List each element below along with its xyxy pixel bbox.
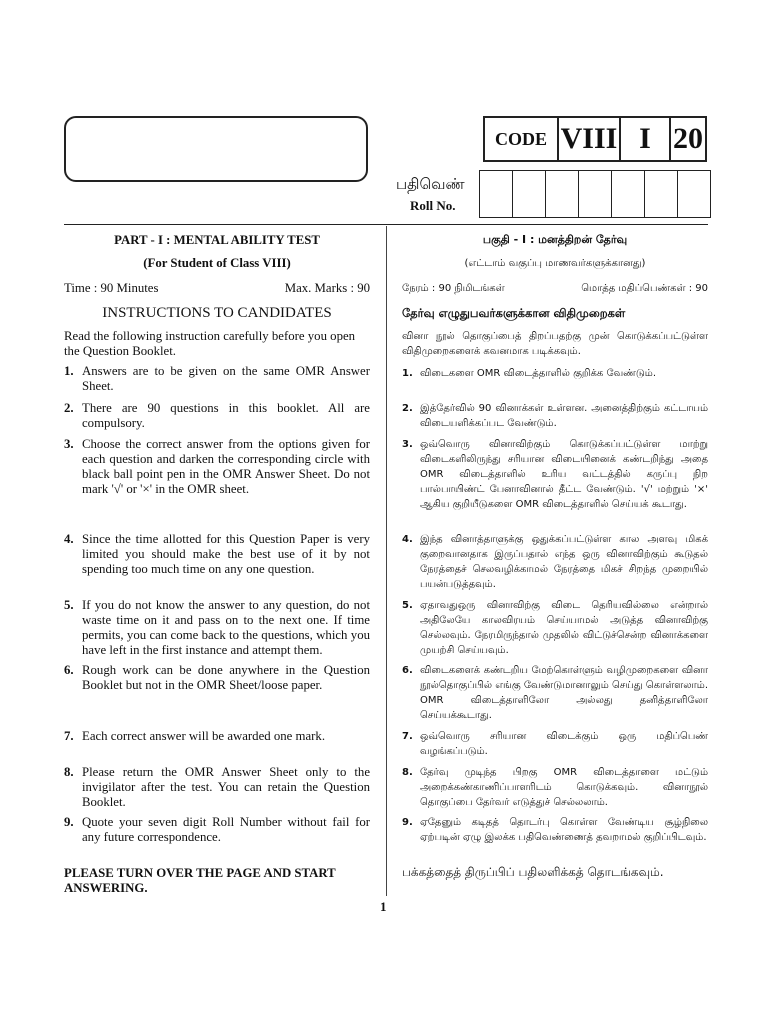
roll-digit-box[interactable] <box>512 171 545 217</box>
instructions-title-tamil: தேர்வு எழுதுபவர்களுக்கான விதிமுறைகள் <box>402 306 626 320</box>
time-english: Time : 90 Minutes <box>64 281 159 295</box>
instruction-item-english: 5. If you do not know the answer to any question, do not waste time on it and pass on to the next one. If time permits, you can come back to the questions, which you have left in the first instance and attempt them. <box>64 598 370 657</box>
page-number: 1 <box>380 899 387 914</box>
instruction-item-english: 3. Choose the correct answer from the options given for each question and darken the corresponding circle with black ball point pen in the OMR Answer Sheet. Do not mark '√' or '×' in the OMR sheet. <box>64 437 370 496</box>
instruction-item-english: 9. Quote your seven digit Roll Number without fail for any future correspondence. <box>64 815 370 844</box>
closing-tamil: பக்கத்தைத் திருப்பிப் பதிலளிக்கத் தொடங்கவும். <box>402 865 664 879</box>
roll-box-blank <box>64 116 368 182</box>
instruction-item-english: 2. There are 90 questions in this booklet. All are compulsory. <box>64 401 370 430</box>
instruction-item-english: 4. Since the time allotted for this Question Paper is very limited you should make the best use of it by not spending too much time on any one question. <box>64 532 370 576</box>
instruction-item-english: 6. Rough work can be done anywhere in the Question Booklet but not in the OMR Sheet/loose paper. <box>64 663 370 692</box>
code-box <box>483 116 707 162</box>
intro-english: Read the following instruction carefully before you open the Question Booklet. <box>64 329 356 358</box>
code-class: VIII <box>557 118 619 160</box>
roll-digit-box[interactable] <box>611 171 644 217</box>
subtitle-tamil: (எட்டாம் வகுப்பு மாணவர்களுக்கானது) <box>464 258 646 269</box>
code-year: 20 <box>669 118 705 160</box>
instruction-item-tamil: 1. விடைகளை OMR விடைத்தாளில் குறிக்க வேண்டும். <box>402 368 657 379</box>
roll-label-english: Roll No. <box>410 198 456 213</box>
roll-number-grid[interactable] <box>479 170 711 218</box>
part-title-tamil: பகுதி - I : மனத்திறன் தேர்வு <box>482 233 628 246</box>
instruction-item-tamil: 2. இத்தேர்வில் 90 வினாக்கள் உள்ளன. அனைத்திற்கும் கட்டாயம் விடையளிக்கப்பட வேண்டும். <box>402 403 708 429</box>
instruction-item-tamil: 6. விடைகளைக் கண்டறிய மேற்கொள்ளும் வழிமுறைகளை வினா நூல்தொகுப்பில் எங்கு வேண்டுமானாலும் செய்து கொள்ளலாம். OMR விடைத்தாளிலோ அல்லது தனித்தாளிலோ செய்யக்கூடாது. <box>402 665 708 721</box>
roll-digit-box[interactable] <box>545 171 578 217</box>
max-marks-tamil: மொத்த மதிப்பெண்கள் : 90 <box>581 283 708 294</box>
column-divider <box>386 226 387 896</box>
instruction-item-tamil: 9. ஏதேனும் கடிதத் தொடர்பு கொள்ள வேண்டிய சூழ்நிலை ஏற்படின் ஏழு இலக்க பதிவெண்ணைத் தவறாமல் குறிப்பிடவும். <box>402 817 708 843</box>
instruction-item-english: 1. Answers are to be given on the same OMR Answer Sheet. <box>64 364 370 393</box>
instructions-title-english: INSTRUCTIONS TO CANDIDATES <box>102 305 332 321</box>
code-label: CODE <box>494 128 547 149</box>
instruction-item-english: 7. Each correct answer will be awarded one mark. <box>64 729 326 743</box>
roll-digit-box[interactable] <box>578 171 611 217</box>
instruction-item-tamil: 5. ஏதாவதுஒரு வினாவிற்கு விடை தெரியவில்லை என்றால் அதிலேயே காலவிரயம் செய்யாமல் அடுத்த வினாவிற்கு செல்லவும். நேரமிருந்தால் முதலில் விட்டுச்சென்ற வினாக்களை முயற்சி செய்யவும். <box>402 600 708 656</box>
intro-tamil: வினா நூல் தொகுப்பைத் திறப்பதற்கு முன் கொடுக்கப்பட்டுள்ள விதிமுறைகளைக் கவனமாக படிக்கவும். <box>402 331 708 357</box>
subtitle-english: (For Student of Class VIII) <box>143 256 291 270</box>
header-rule <box>64 224 708 225</box>
roll-digit-box[interactable] <box>677 171 710 217</box>
roll-digit-box[interactable] <box>644 171 677 217</box>
time-tamil: நேரம் : 90 நிமிடங்கள் <box>402 283 505 294</box>
instruction-item-tamil: 8. தேர்வு முடிந்த பிறகு OMR விடைத்தாளை மட்டும் அறைக்கண்காணிப்பாளரிடம் கொடுக்கவும். வினாநூல் தொகுப்பை தேர்வர் எடுத்துச் செல்லலாம். <box>402 767 708 808</box>
closing-english: PLEASE TURN OVER THE PAGE AND START ANSWERING. <box>64 866 336 895</box>
part-title-english: PART - I : MENTAL ABILITY TEST <box>114 233 320 247</box>
roll-digit-box[interactable] <box>480 171 512 217</box>
instruction-item-english: 8. Please return the OMR Answer Sheet only to the invigilator after the test. You can retain the Question Booklet. <box>64 765 370 809</box>
roll-label-tamil: பதிவெண் <box>396 175 465 193</box>
instruction-item-tamil: 3. ஒவ்வொரு வினாவிற்கும் கொடுக்கப்பட்டுள்ள மாற்று விடைகளிலிருந்து சரியான விடையினைக் கண்டறிந்து அதை OMR விடைத்தாளில் உரிய வட்டத்தில் கருப்பு நிற பால்பாயிண்ட் பேனாவினால் தீட்ட வேண்டும். '√' மற்றும் '×' ஆகிய குறியீடுகளை OMR விடைத்தாளில் செய்யக் கூடாது. <box>402 439 708 510</box>
code-part: I <box>619 118 669 160</box>
instruction-item-tamil: 7. ஒவ்வொரு சரியான விடைக்கும் ஒரு மதிப்பெண் வழங்கப்படும். <box>402 731 708 757</box>
instruction-item-tamil: 4. இந்த வினாத்தாளுக்கு ஒதுக்கப்பட்டுள்ள கால அளவு மிகக் குறைவானதாக இருப்பதால் எந்த ஒரு வினாவிற்கும் கூடுதல் நேரத்தைச் செலவழிக்காமல் நேரத்தை மிகச் சிறந்த முறையில் பயன்படுத்தவும். <box>402 534 708 590</box>
max-marks-english: Max. Marks : 90 <box>284 281 370 295</box>
